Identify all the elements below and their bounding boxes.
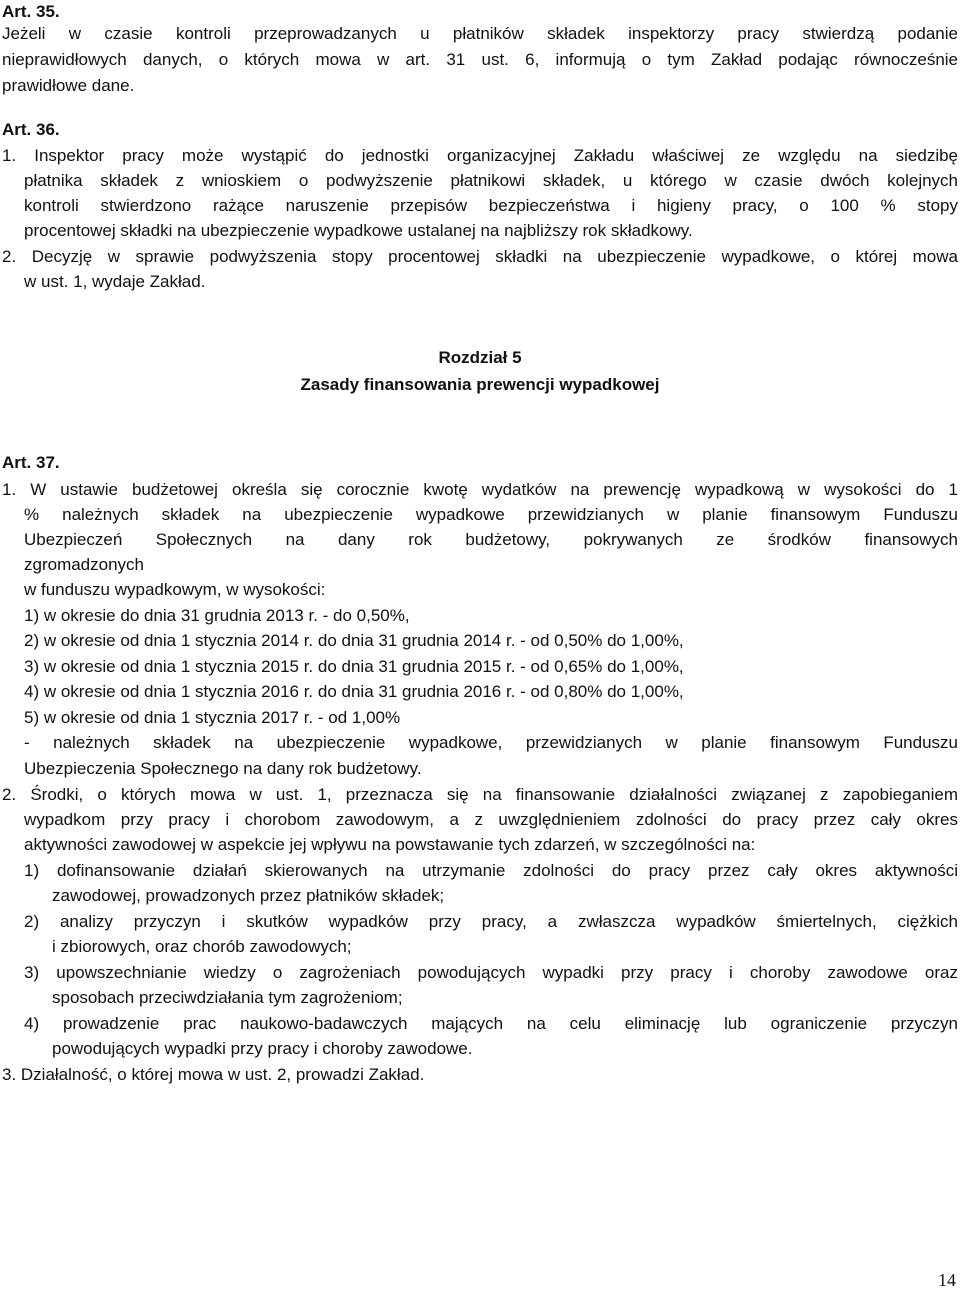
- article-37-line: wypadkom przy pracy i chorobom zawodowym, a z uwzględnieniem zdolności do pracy przez cały okres: [24, 810, 958, 829]
- article-37-line: 2. Środki, o których mowa w ust. 1, przeznacza się na finansowanie działalności związanej z zapobieganiem: [2, 785, 958, 804]
- article-36-line: 1. Inspektor pracy może wystąpić do jednostki organizacyjnej Zakładu właściwej ze względu na siedzibę: [2, 146, 958, 165]
- article-36-line: 2. Decyzję w sprawie podwyższenia stopy procentowej składki na ubezpieczenie wypadkowe, o której mowa: [2, 247, 958, 266]
- article-37-line: zgromadzonych: [24, 555, 145, 574]
- article-37-line: % należnych składek na ubezpieczenie wypadkowe przewidzianych w planie finansowym Funduszu: [24, 505, 958, 524]
- article-37-list-item: 2) analizy przyczyn i skutków wypadków przy pracy, a zwłaszcza wypadków śmiertelnych, ciężkich: [24, 912, 958, 931]
- article-37-list-item: 4) prowadzenie prac naukowo-badawczych mających na celu eliminację lub ograniczenie przyczyn: [24, 1014, 958, 1033]
- article-35-heading: Art. 35.: [2, 2, 60, 21]
- article-37-line: - należnych składek na ubezpieczenie wypadkowe, przewidzianych w planie finansowym Funduszu: [24, 733, 958, 752]
- chapter-title: Zasady finansowania prewencji wypadkowej: [300, 375, 660, 394]
- article-37-list-item: 3) upowszechnianie wiedzy o zagrożeniach powodujących wypadki przy pracy i choroby zawodowe oraz: [24, 963, 958, 982]
- article-37-list-item: 3) w okresie od dnia 1 stycznia 2015 r. do dnia 31 grudnia 2015 r. - od 0,65% do 1,00%,: [24, 657, 684, 676]
- article-37-line: w funduszu wypadkowym, w wysokości:: [24, 580, 326, 599]
- article-37-list-item: powodujących wypadki przy pracy i choroby zawodowe.: [52, 1039, 473, 1058]
- article-37-list-item: 1) dofinansowanie działań skierowanych na utrzymanie zdolności do pracy przez cały okres aktywności: [24, 861, 958, 880]
- article-37-list-item: 5) w okresie od dnia 1 stycznia 2017 r. - od 1,00%: [24, 708, 401, 727]
- article-37-list-item: sposobach przeciwdziałania tym zagrożeniom;: [52, 988, 403, 1007]
- article-37-heading: Art. 37.: [2, 453, 60, 472]
- chapter-number: Rozdział 5: [438, 348, 522, 367]
- article-37-list-item: i zbiorowych, oraz chorób zawodowych;: [52, 937, 352, 956]
- article-37-line: Ubezpieczenia Społecznego na dany rok budżetowy.: [24, 759, 422, 778]
- article-36-line: procentowej składki na ubezpieczenie wypadkowe ustalanej na najbliższy rok składkowy.: [24, 221, 693, 240]
- article-37-list-item: 1) w okresie do dnia 31 grudnia 2013 r. - do 0,50%,: [24, 606, 410, 625]
- article-35-line: prawidłowe dane.: [2, 76, 135, 95]
- article-35-line: nieprawidłowych danych, o których mowa w art. 31 ust. 6, informują o tym Zakład podając równocześnie: [2, 50, 958, 69]
- article-37-list-item: zawodowej, prowadzonych przez płatników składek;: [52, 886, 445, 905]
- article-37-line: 3. Działalność, o której mowa w ust. 2, prowadzi Zakład.: [2, 1065, 425, 1084]
- article-37-list-item: 2) w okresie od dnia 1 stycznia 2014 r. do dnia 31 grudnia 2014 r. - od 0,50% do 1,00%,: [24, 631, 684, 650]
- article-36-line: kontroli stwierdzono rażące naruszenie przepisów bezpieczeństwa i higieny pracy, o 100 % stopy: [24, 196, 958, 215]
- article-37-line: 1. W ustawie budżetowej określa się corocznie kwotę wydatków na prewencję wypadkową w wysokości do 1: [2, 480, 958, 499]
- article-35-line: Jeżeli w czasie kontroli przeprowadzanych u płatników składek inspektorzy pracy stwierdzą podanie: [2, 24, 958, 43]
- page-number: 14: [938, 1270, 956, 1290]
- article-37-line: aktywności zawodowej w aspekcie jej wpływu na powstawanie tych zdarzeń, w szczególności na:: [24, 835, 756, 854]
- article-37-list-item: 4) w okresie od dnia 1 stycznia 2016 r. do dnia 31 grudnia 2016 r. - od 0,80% do 1,00%,: [24, 682, 684, 701]
- article-36-line: płatnika składek z wnioskiem o podwyższenie płatnikowi składek, u którego w czasie dwóch kolejnych: [24, 171, 958, 190]
- article-37-line: Ubezpieczeń Społecznych na dany rok budżetowy, pokrywanych ze środków finansowych: [24, 530, 958, 549]
- article-36-line: w ust. 1, wydaje Zakład.: [24, 272, 206, 291]
- article-36-heading: Art. 36.: [2, 120, 60, 139]
